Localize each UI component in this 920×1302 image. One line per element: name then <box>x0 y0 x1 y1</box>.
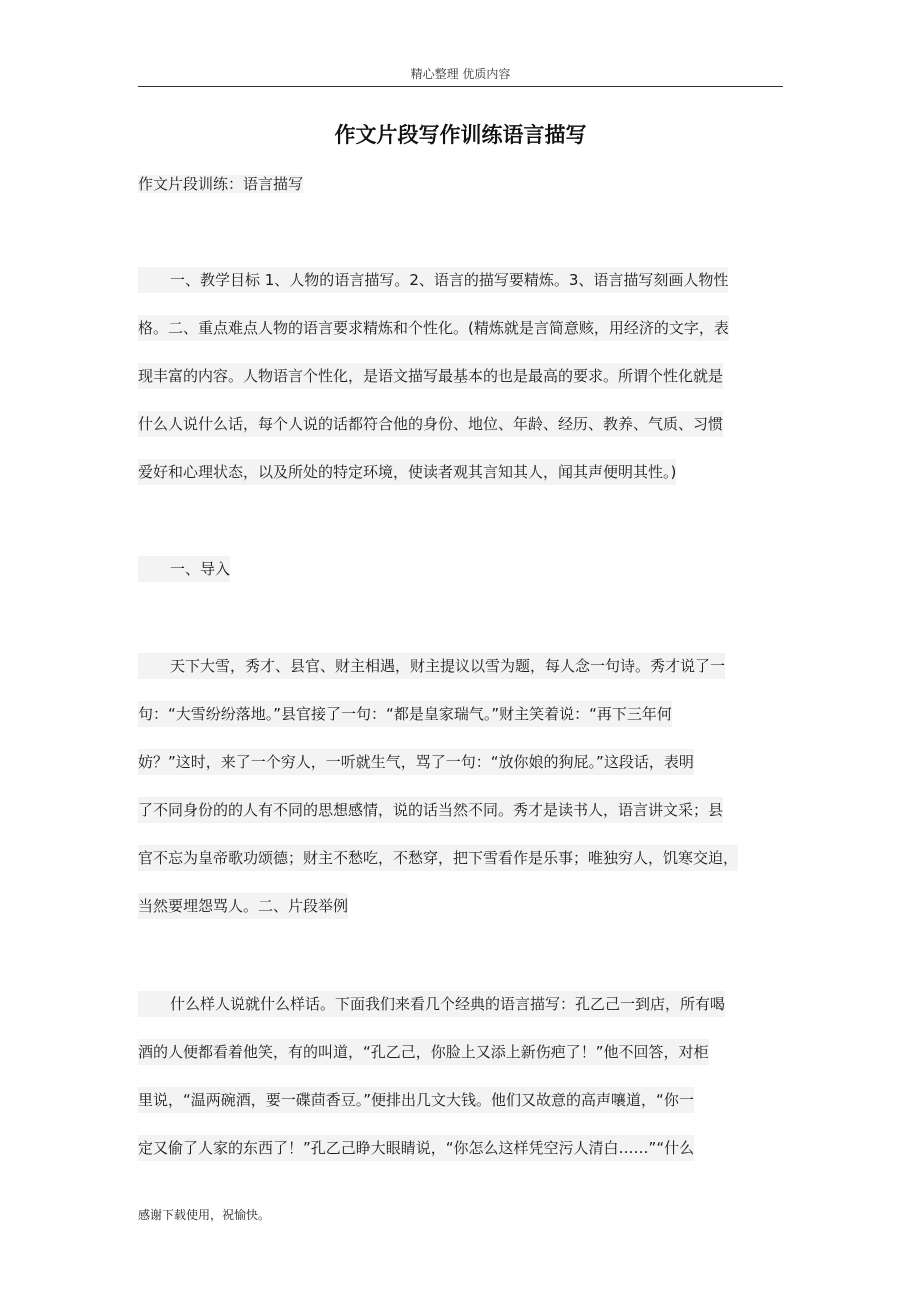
page-footer <box>138 1204 270 1226</box>
paragraph-line: 句：“大雪纷纷落地。”县官接了一句：“都是皇家瑞气。”财主笑着说：“再下三年何 <box>138 690 798 738</box>
paragraph-introduction <box>138 545 798 593</box>
paragraph-line: 里说，“温两碗酒，要一碟茴香豆。”便排出几文大钱。他们又故意的高声嚷道，“你一 <box>138 1076 798 1124</box>
paragraph-line: 什么样人说就什么样话。下面我们来看几个经典的语言描写：孔乙己一到店，所有喝 <box>138 980 798 1028</box>
paragraph-line: 什么人说什么话，每个人说的话都符合他的身份、地位、年龄、经历、教养、气质、习惯 <box>138 400 798 448</box>
paragraph-kong-yiji <box>138 980 798 1172</box>
document-subtitle <box>138 170 783 198</box>
paragraph-snow-story <box>138 642 798 930</box>
paragraph-line: 现丰富的内容。人物语言个性化，是语文描写最基本的也是最高的要求。所谓个性化就是 <box>138 352 798 400</box>
paragraph-line: 一、导入 <box>138 545 798 593</box>
paragraph-line: 一、教学目标 1、人物的语言描写。2、语言的描写要精炼。3、语言描写刻画人物性 <box>138 256 798 304</box>
paragraph-line: 官不忘为皇帝歌功颂德；财主不愁吃，不愁穿，把下雪看作是乐事；唯独穷人，饥寒交迫， <box>138 834 798 882</box>
paragraph-line: 酒的人便都看着他笑，有的叫道，“孔乙己，你脸上又添上新伤疤了！”他不回答，对柜 <box>138 1028 798 1076</box>
document-title: 作文片段写作训练语言描写 <box>334 123 587 147</box>
page-header <box>138 62 783 87</box>
paragraph-line: 格。二、重点难点人物的语言要求精炼和个性化。(精炼就是言简意赅，用经济的文字，表 <box>138 304 798 352</box>
paragraph-line: 定又偷了人家的东西了！”孔乙己睁大眼睛说，“你怎么这样凭空污人清白……”“什么 <box>138 1124 798 1172</box>
header-text: 精心整理 优质内容 <box>410 67 511 81</box>
footer-text: 感谢下载使用，祝愉快。 <box>138 1208 271 1222</box>
paragraph-line: 妨？”这时，来了一个穷人，一听就生气，骂了一句：“放你娘的狗屁。”这段话，表明 <box>138 738 798 786</box>
subtitle-text: 作文片段训练：语言描写 <box>138 175 304 193</box>
paragraph-line: 爱好和心理状态，以及所处的特定环境，使读者观其言知其人，闻其声便明其性。) <box>138 448 798 496</box>
paragraph-line: 当然要埋怨骂人。二、片段举例 <box>138 882 798 930</box>
paragraph-line: 了不同身份的的人有不同的思想感情，说的话当然不同。秀才是读书人，语言讲文采；县 <box>138 786 798 834</box>
paragraph-objectives <box>138 256 798 496</box>
paragraph-line: 天下大雪，秀才、县官、财主相遇，财主提议以雪为题，每人念一句诗。秀才说了一 <box>138 642 798 690</box>
